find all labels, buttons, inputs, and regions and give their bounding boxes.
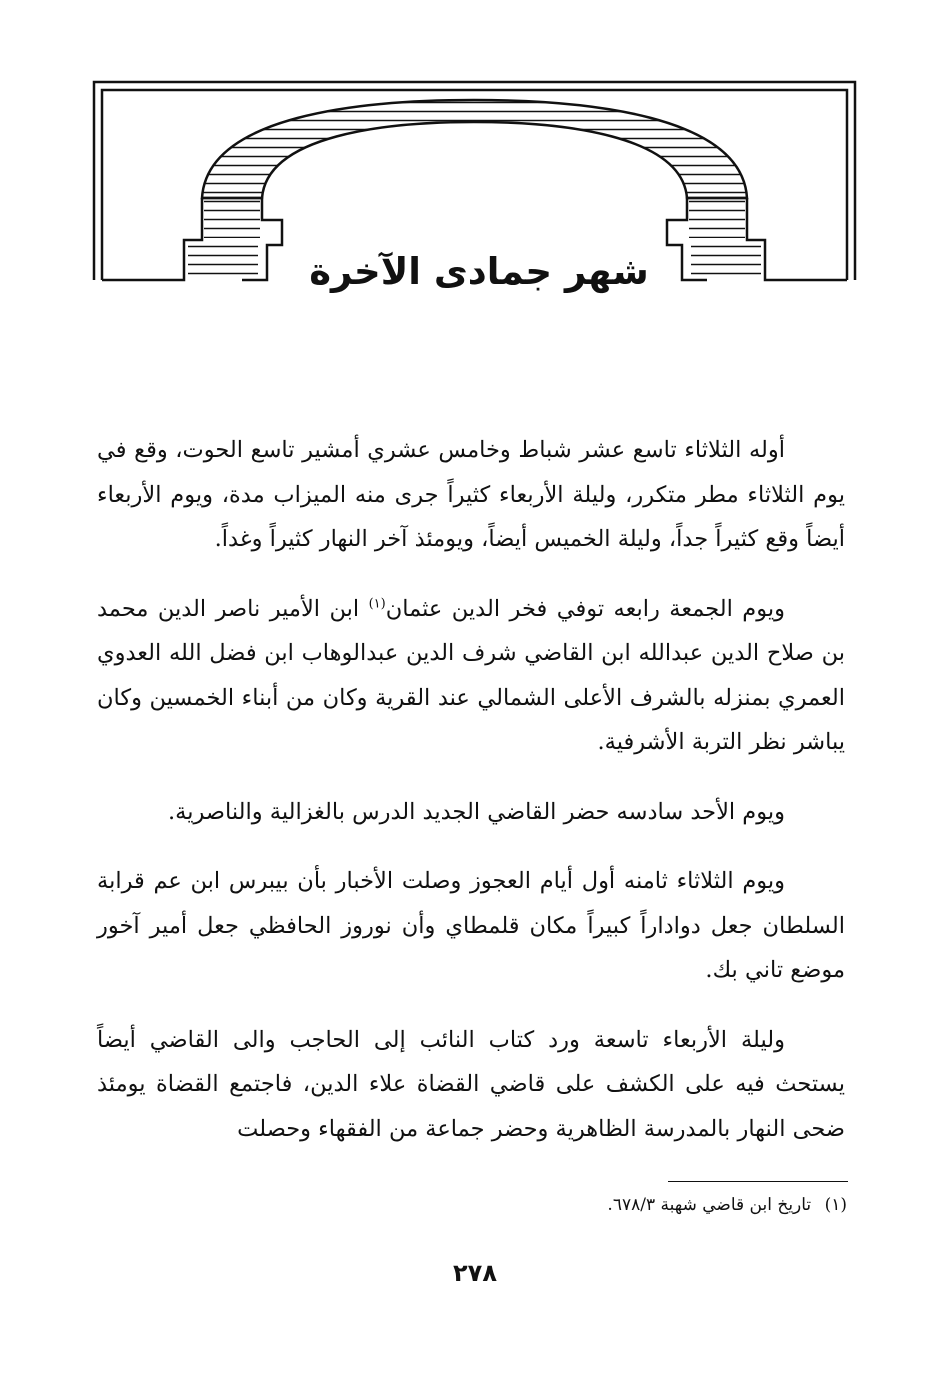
body-text (97, 428, 845, 1176)
page-number: ٢٧٨ (453, 1259, 497, 1287)
paragraph-text: ابن الأمير ناصر الدين محمد بن صلاح الدين عبدالله ابن القاضي شرف الدين عبدالوهاب ابن فضل الله العدوي العمري بمنزله بالشرف الأعلى الشمالي عند القرية وكان من أبناء الخمسين وكان يباشر نظر التربة الأشرفية. (97, 595, 845, 755)
paragraph (97, 859, 845, 993)
paragraph (97, 587, 845, 765)
paragraph-text: وليلة الأربعاء تاسعة ورد كتاب النائب إلى الحاجب والى القاضي أيضاً يستحث فيه على الكشف على قاضي القضاة علاء الدين، فاجتمع القضاة يومئذ ضحى النهار بالمدرسة الظاهرية وحضر جماعة من الفقهاء وحصلت (97, 1026, 845, 1142)
footnote-text: تاريخ ابن قاضي شهبة ٦٧٨/٣. (607, 1195, 812, 1215)
paragraph (97, 1018, 845, 1152)
paragraph-text: ويوم الأحد سادسه حضر القاضي الجديد الدرس بالغزالية والناصرية. (168, 798, 785, 825)
footnote-reference[interactable]: (١) (368, 596, 386, 611)
footnote-divider (668, 1181, 848, 1182)
paragraph (97, 428, 845, 562)
paragraph-text: ويوم الجمعة رابعه توفي فخر الدين عثمان (385, 595, 785, 622)
paragraph-text: ويوم الثلاثاء ثامنه أول أيام العجوز وصلت الأخبار بأن بيبرس ابن عم قرابة السلطان جعل دواداراً كبيراً مكان قلمطاي وأن نوروز الحافظي جعل أمير آخور موضع تاني بك. (97, 868, 845, 983)
paragraph-text: أوله الثلاثاء تاسع عشر شباط وخامس عشري أمشير تاسع الحوت، وقع في يوم الثلاثاء مطر متكرر، وليلة الأربعاء كثيراً جرى منه الميزاب مدة، ويوم الأربعاء أيضاً وقع كثيراً جداً، وليلة الخميس أيضاً، ويومئذ آخر النهار كثيراً وغداً. (97, 437, 845, 552)
chapter-title: شهر جمادى الآخرة (309, 250, 649, 293)
paragraph (97, 790, 845, 835)
footnote-marker: (١) (824, 1195, 847, 1215)
footnote (97, 1190, 847, 1220)
